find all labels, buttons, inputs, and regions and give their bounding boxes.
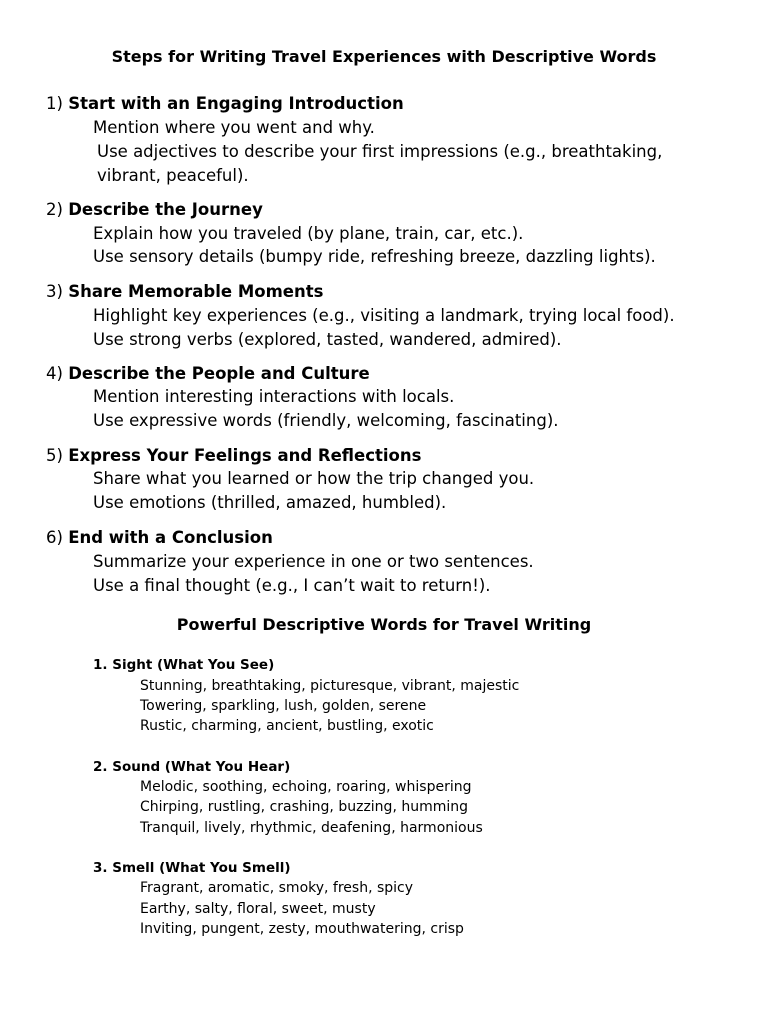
- step-title: Express Your Feelings and Reflections: [68, 446, 422, 465]
- step-heading: [46, 282, 323, 301]
- word-list-line: Rustic, charming, ancient, bustling, exotic: [140, 718, 434, 734]
- step-detail: Use emotions (thrilled, amazed, humbled).: [93, 493, 447, 512]
- step-number: 6): [46, 528, 63, 547]
- step-detail: Mention interesting interactions with locals.: [93, 387, 455, 406]
- step-detail: vibrant, peaceful).: [97, 166, 249, 185]
- document-title: Steps for Writing Travel Experiences with Descriptive Words: [111, 47, 657, 66]
- step-number: 1): [46, 94, 63, 113]
- step-detail: Use expressive words (friendly, welcoming, fascinating).: [93, 411, 559, 430]
- step-detail: Explain how you traveled (by plane, train, car, etc.).: [93, 224, 524, 243]
- word-list-line: Melodic, soothing, echoing, roaring, whispering: [140, 779, 472, 795]
- step-title: Describe the Journey: [68, 200, 263, 219]
- step-title: End with a Conclusion: [68, 528, 273, 547]
- step-number: 3): [46, 282, 63, 301]
- word-list-line: Earthy, salty, floral, sweet, musty: [140, 901, 376, 917]
- word-list-line: Stunning, breathtaking, picturesque, vibrant, majestic: [140, 678, 520, 694]
- step-detail: Share what you learned or how the trip changed you.: [93, 469, 535, 488]
- category-heading: 3. Smell (What You Smell): [93, 860, 291, 876]
- step-heading: [46, 528, 273, 547]
- word-list-line: Towering, sparkling, lush, golden, serene: [140, 698, 427, 714]
- word-list-line: Inviting, pungent, zesty, mouthwatering, crisp: [140, 921, 464, 937]
- step-detail: Summarize your experience in one or two sentences.: [93, 552, 534, 571]
- word-list-line: Tranquil, lively, rhythmic, deafening, harmonious: [140, 820, 483, 836]
- category-heading: 1. Sight (What You See): [93, 657, 275, 673]
- step-detail: Highlight key experiences (e.g., visiting a landmark, trying local food).: [93, 306, 675, 325]
- step-detail: Use a final thought (e.g., I can’t wait to return!).: [93, 576, 491, 595]
- step-title: Share Memorable Moments: [68, 282, 324, 301]
- step-heading: [46, 94, 404, 113]
- step-heading: [46, 364, 370, 383]
- step-title: Describe the People and Culture: [68, 364, 370, 383]
- step-title: Start with an Engaging Introduction: [68, 94, 404, 113]
- section-title: Powerful Descriptive Words for Travel Writing: [176, 615, 592, 634]
- step-number: 5): [46, 446, 63, 465]
- step-heading: [46, 446, 421, 465]
- step-heading: [46, 200, 263, 219]
- step-detail: Mention where you went and why.: [93, 118, 375, 137]
- word-list-line: Chirping, rustling, crashing, buzzing, humming: [140, 799, 469, 815]
- category-heading: 2. Sound (What You Hear): [93, 759, 291, 775]
- step-detail: Use sensory details (bumpy ride, refreshing breeze, dazzling lights).: [93, 247, 656, 266]
- step-number: 2): [46, 200, 63, 219]
- step-number: 4): [46, 364, 63, 383]
- step-detail: Use adjectives to describe your first impressions (e.g., breathtaking,: [97, 142, 663, 161]
- step-detail: Use strong verbs (explored, tasted, wandered, admired).: [93, 330, 562, 349]
- word-list-line: Fragrant, aromatic, smoky, fresh, spicy: [140, 880, 414, 896]
